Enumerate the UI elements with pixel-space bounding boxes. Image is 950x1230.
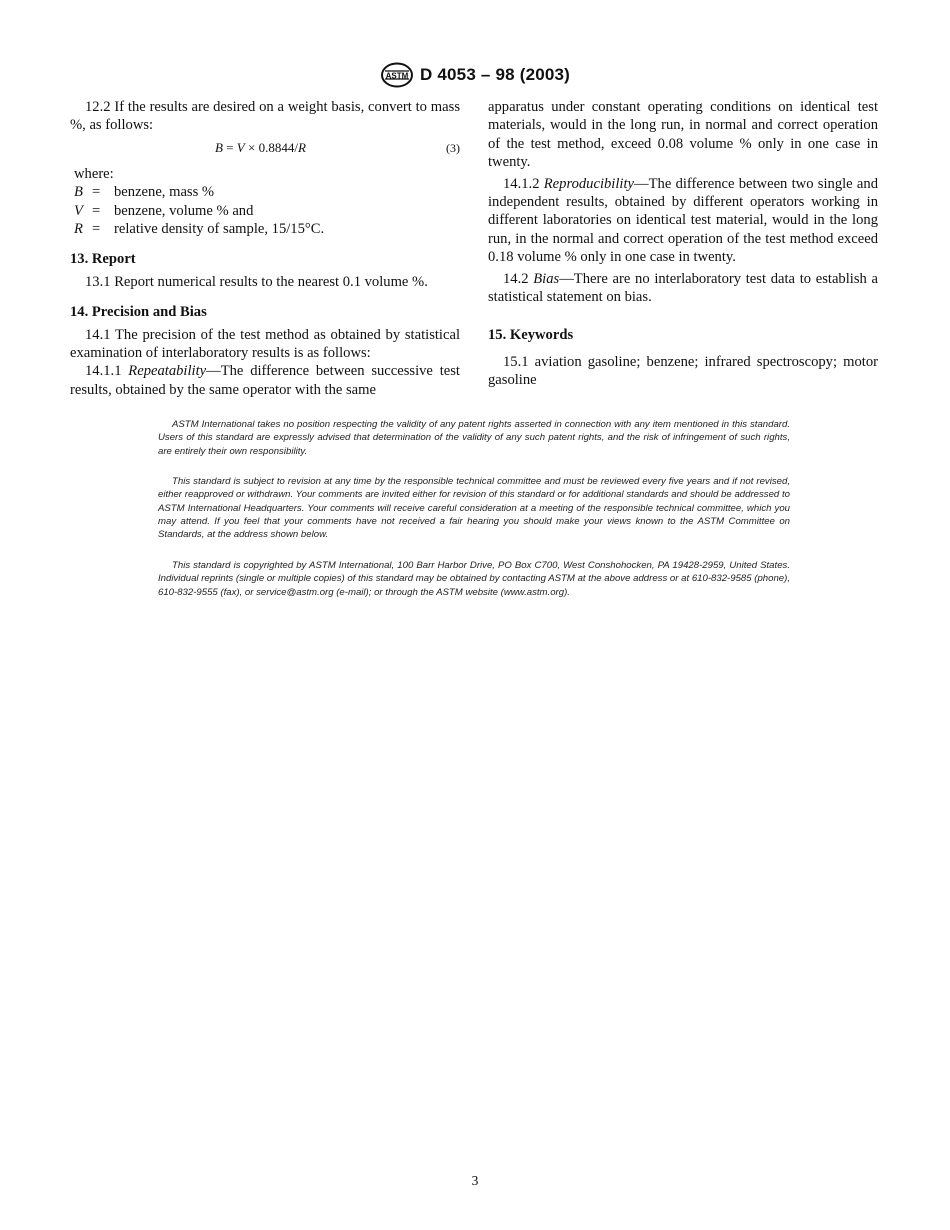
where-label: where: (74, 165, 114, 182)
paragraph-text: —The difference between successive test results, obtained by the same operator with the same (70, 363, 460, 398)
where-definitions (70, 165, 460, 239)
astm-logo-icon (380, 62, 414, 88)
paragraph-14-1-1 (70, 362, 460, 399)
term-bias: Bias (533, 270, 560, 287)
definition-row (74, 220, 460, 238)
left-column (70, 98, 460, 399)
copyright-notice (158, 559, 790, 599)
definition-symbol: B (74, 184, 83, 201)
paragraph-14-1-1-continued: apparatus under constant operating conditions on identical test materials, would in the long run, in normal and correct operation of the test method, exceed 0.08 volume % only in one case in twenty. (488, 99, 878, 171)
term-repeatability: Repeatability (128, 363, 207, 380)
page-header (0, 62, 950, 90)
term-reproducibility: Reproducibility (543, 175, 635, 192)
paragraph-14-1: 14.1 The precision of the test method as obtained by statistical examination of interlaboratory results is as follows: (70, 326, 460, 362)
revision-notice (158, 475, 790, 541)
definition-equals: = (92, 202, 101, 219)
paragraph-number: 14.2 (503, 270, 529, 287)
definition-text: benzene, volume % and (114, 202, 254, 219)
paragraph-14-1-2 (488, 175, 878, 267)
definition-row (74, 183, 460, 201)
definition-symbol: V (74, 202, 83, 219)
paragraph-15-1: 15.1 aviation gasoline; benzene; infrared spectroscopy; motor gasoline (488, 353, 878, 389)
equation-text: B = V × 0.8844/R (215, 139, 306, 155)
section-15-title: 15. Keywords (488, 327, 574, 344)
paragraph-13-1: 13.1 Report numerical results to the nearest 0.1 volume %. (85, 273, 428, 290)
definition-row (74, 202, 460, 220)
logo-text: ASTM (385, 71, 409, 81)
paragraph-number: 14.1.2 (503, 175, 540, 192)
equation-number: (3) (446, 140, 460, 155)
right-column (488, 98, 878, 390)
page-number: 3 (471, 1173, 479, 1188)
revision-notice-text: This standard is subject to revision at any time by the responsible technical committee and must be reviewed every five years and if not revised, either reapproved or withdrawn. Your comments are invited either for revision of this standard or for additional standards and should be addressed to ASTM International Headquarters. Your comments will receive careful consideration at a meeting of the responsible technical committee, which you may attend. If you feel that your comments have not received a fair hearing you should make your views known to the ASTM Committee on Standards, at the address shown below. (158, 476, 790, 541)
patent-notice-text: ASTM International takes no position respecting the validity of any patent rights asserted in connection with any item mentioned in this standard. Users of this standard are expressly advised that determination of the validity of any such patent rights, and the risk of infringement of such rights, are entirely their own responsibility. (158, 419, 790, 457)
definition-text: relative density of sample, 15/15°C. (114, 221, 325, 238)
standard-number: D 4053 – 98 (2003) (419, 65, 571, 84)
equation-3 (70, 137, 460, 159)
definition-text: benzene, mass % (114, 184, 215, 201)
paragraph-text: —The difference between two single and independent results, obtained by different operators working in different laboratories on identical test material, would in the long run, in the normal and correct operation of the test method exceed 0.18 volume % only in one case in twenty. (488, 175, 878, 266)
definition-equals: = (92, 221, 101, 238)
paragraph-number: 14.1.1 (85, 363, 122, 380)
patent-notice (158, 418, 790, 458)
paragraph-12-2: 12.2 If the results are desired on a weight basis, convert to mass %, as follows: (70, 99, 460, 134)
paragraph-text: —There are no interlaboratory test data to establish a statistical statement on bias. (488, 270, 878, 306)
paragraph-14-2 (488, 270, 878, 307)
copyright-notice-text: This standard is copyrighted by ASTM International, 100 Barr Harbor Drive, PO Box C700, West Conshohocken, PA 19428-2959, United States. Individual reprints (single or multiple copies) of this standard may be obtained by contacting ASTM at the above address or at 610-832-9585 (phone), 610-832-9555 (fax), or service@astm.org (e-mail); or through the ASTM website (www.astm.org). (158, 560, 790, 598)
section-13-title: 13. Report (70, 251, 136, 268)
definition-equals: = (92, 184, 101, 201)
section-14-title: 14. Precision and Bias (70, 304, 207, 321)
definition-symbol: R (74, 221, 83, 238)
